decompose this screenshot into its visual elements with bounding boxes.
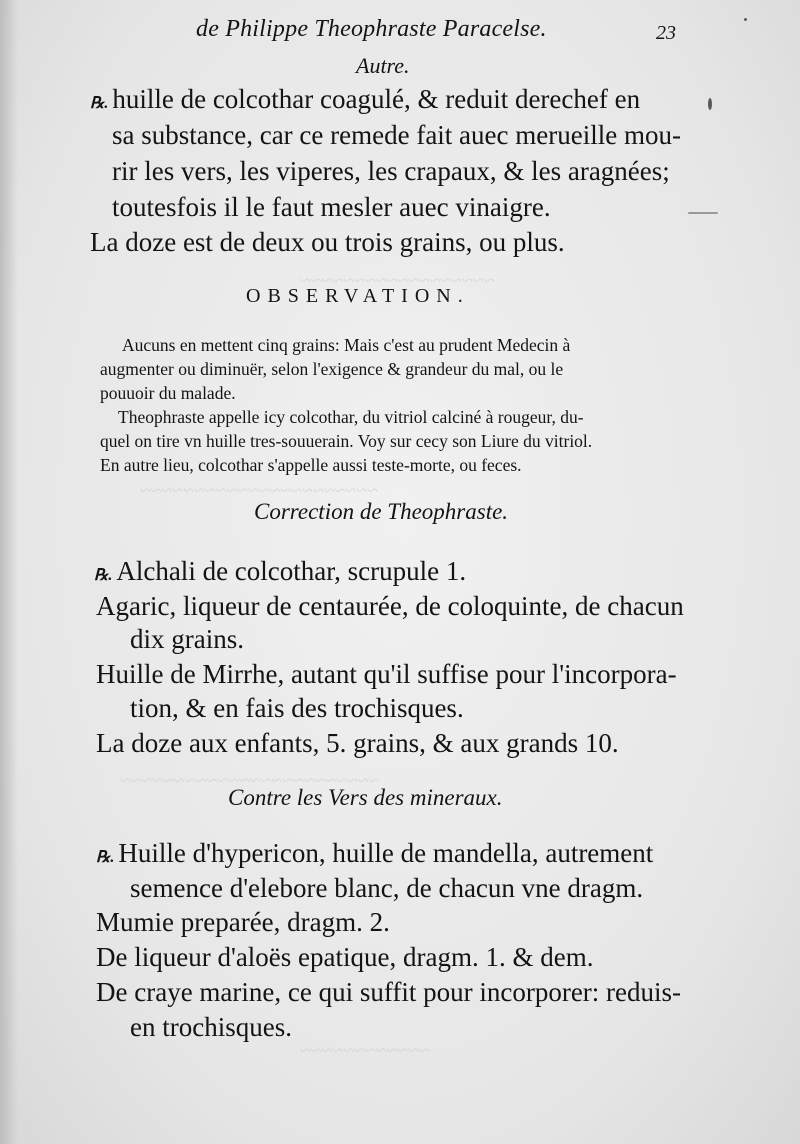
show-through-mark: ~~~~~~~~~~~~~~~~~~ xyxy=(300,270,495,292)
note-line: Aucuns en mettent cinq grains: Mais c'est au prudent Medecin à xyxy=(122,335,571,355)
note-line: pouuoir du malade. xyxy=(100,383,236,403)
page-gutter-shadow xyxy=(0,0,18,1144)
recipe-symbol: ℞. xyxy=(94,567,113,584)
page-number: 23 xyxy=(656,22,676,44)
text-line: sa substance, car ce remede fait auec merueille mou- xyxy=(112,120,681,150)
text-line: Huille d'hypericon, huille de mandella, autrement xyxy=(118,838,654,868)
recipe-line xyxy=(96,840,653,867)
recipe-symbol: ℞. xyxy=(90,95,109,112)
recipe-line xyxy=(94,558,466,585)
note-line: En autre lieu, colcothar s'appelle aussi teste-morte, ou feces. xyxy=(100,455,522,475)
section-title-observation: OBSERVATION. xyxy=(246,285,470,307)
text-line: La doze aux enfants, 5. grains, & aux grands 10. xyxy=(96,728,619,758)
section-title-autre: Autre. xyxy=(356,53,410,78)
text-line: Agaric, liqueur de centaurée, de coloquinte, de chacun xyxy=(96,591,684,621)
text-line: en trochisques. xyxy=(130,1012,292,1042)
show-through-mark: ~~~~~~~~~~~~~~~~~~~~~~~~ xyxy=(120,770,380,792)
show-through-mark: ~~~~~~~~~~~~ xyxy=(300,1040,430,1062)
text-line: La doze est de deux ou trois grains, ou plus. xyxy=(90,227,565,257)
recipe-symbol: ℞. xyxy=(96,849,115,866)
ink-smudge xyxy=(688,212,718,214)
section-title-contre: Contre les Vers des mineraux. xyxy=(228,785,503,810)
text-line: huille de colcothar coagulé, & reduit derechef en xyxy=(112,84,641,114)
recipe-line xyxy=(90,86,640,113)
text-line: rir les vers, les viperes, les crapaux, & les aragnées; xyxy=(112,156,670,186)
text-line: tion, & en fais des trochisques. xyxy=(130,693,464,723)
ink-smudge xyxy=(708,98,712,110)
section-title-correction: Correction de Theophraste. xyxy=(254,499,509,524)
text-line: dix grains. xyxy=(130,624,244,654)
note-line: quel on tire vn huille tres-souuerain. Voy sur cecy son Liure du vitriol. xyxy=(100,431,593,451)
note-line: Theophraste appelle icy colcothar, du vitriol calciné à rougeur, du- xyxy=(118,407,584,427)
running-title: de Philippe Theophraste Paracelse. xyxy=(196,16,547,42)
text-line: De liqueur d'aloës epatique, dragm. 1. & dem. xyxy=(96,942,594,972)
ink-smudge xyxy=(744,18,747,21)
text-line: Huille de Mirrhe, autant qu'il suffise pour l'incorpora- xyxy=(96,659,677,689)
text-line: toutesfois il le faut mesler auec vinaigre. xyxy=(112,192,551,222)
text-line: semence d'elebore blanc, de chacun vne dragm. xyxy=(130,873,644,903)
note-line: augmenter ou diminuër, selon l'exigence & grandeur du mal, ou le xyxy=(100,359,564,379)
text-line: Alchali de colcothar, scrupule 1. xyxy=(116,556,467,586)
show-through-mark: ~~~~~~~~~~~~~~~~~~~~~~ xyxy=(140,480,379,502)
text-line: De craye marine, ce qui suffit pour incorporer: reduis- xyxy=(96,977,682,1007)
text-line: Mumie preparée, dragm. 2. xyxy=(96,907,390,937)
